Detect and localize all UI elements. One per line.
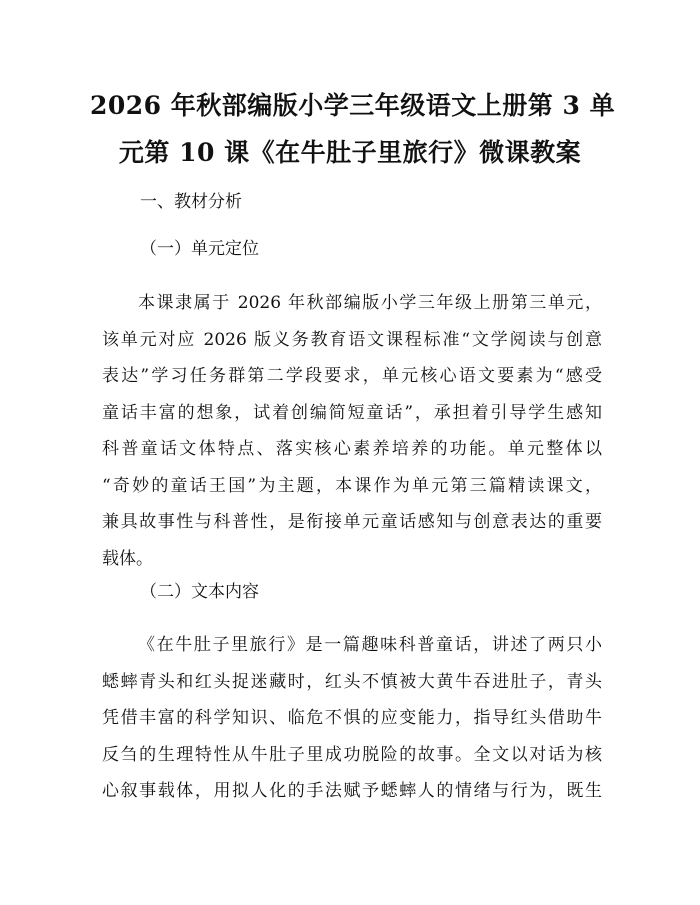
- paragraph-line: 心叙事载体，用拟人化的手法赋予蟋蟀人的情绪与行为，既生: [102, 781, 602, 801]
- paragraph-line: 反刍的生理特性从牛肚子里成功脱险的故事。全文以对话为核: [102, 744, 602, 765]
- paragraph-line: 童话丰富的想象，试着创编简短童话”，承担着引导学生感知: [102, 402, 602, 423]
- title-line-1: 2026 年秋部编版小学三年级语文上册第 3 单: [90, 91, 616, 120]
- section-heading-textbook-analysis: 一、教材分析: [140, 192, 242, 212]
- subsection-heading-text-content: （二）文本内容: [140, 582, 259, 602]
- subsection-heading-unit-position: （一）单元定位: [140, 239, 259, 259]
- paragraph-line: 兼具故事性与科普性，是衔接单元童话感知与创意表达的重要: [102, 512, 602, 532]
- paragraph-line: 科普童话文体特点、落实核心素养培养的功能。单元整体以: [102, 439, 602, 459]
- paragraph-line: 该单元对应 2026 版义务教育语文课程标准“文学阅读与创意: [102, 329, 602, 350]
- paragraph-line: 《在牛肚子里旅行》是一篇趣味科普童话，讲述了两只小: [138, 635, 602, 655]
- paragraph-line: 载体。: [102, 548, 153, 569]
- document-title: [90, 82, 616, 176]
- paragraph-line: 表达”学习任务群第二学段要求，单元核心语文要素为“感受: [102, 366, 602, 386]
- paragraph-unit-position: [102, 285, 602, 577]
- paragraph-line: 凭借丰富的科学知识、临危不惧的应变能力，指导红头借助牛: [102, 708, 602, 728]
- paragraph-text-content: [102, 627, 602, 810]
- paragraph-line: 蟋蟀青头和红头捉迷藏时，红头不慎被大黄牛吞进肚子，青头: [102, 671, 602, 692]
- paragraph-line: 本课隶属于 2026 年秋部编版小学三年级上册第三单元，: [138, 293, 602, 313]
- paragraph-line: “奇妙的童话王国”为主题，本课作为单元第三篇精读课文，: [102, 475, 602, 496]
- title-line-2: 元第 10 课《在牛肚子里旅行》微课教案: [118, 138, 582, 167]
